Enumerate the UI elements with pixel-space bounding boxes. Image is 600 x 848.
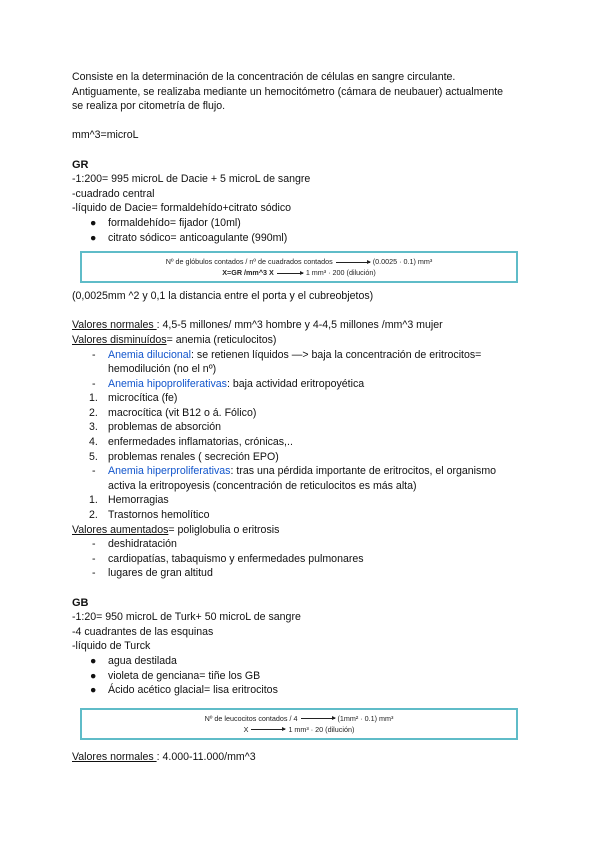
document-page	[72, 70, 532, 764]
arrow-right-icon	[301, 718, 335, 719]
gr-high-list	[72, 537, 532, 581]
gr-low-values	[72, 333, 532, 348]
list-item: - Anemia hiperproliferativas: tras una pérdida importante de eritrocitos, el organismo	[92, 465, 497, 478]
list-item: 5. problemas renales ( secreción EPO)	[89, 450, 279, 463]
gr-normal-value: : 4,5-5 millones/ mm^3 hombre y 4-4,5 millones /mm^3 mujer	[156, 319, 443, 332]
gr-formula-x: X=GR /mm^3 X	[222, 268, 274, 278]
gr-low-value: = anemia (reticulocitos)	[166, 333, 277, 346]
list-item: ● agua destilada	[90, 654, 177, 667]
intro-line-3: se realiza por citometría de flujo.	[72, 100, 226, 113]
intro-line-1: Consiste en la determinación de la concentración de células en sangre circulante.	[72, 71, 456, 83]
list-item: ● citrato sódico= anticoagulante (990ml)	[90, 231, 288, 244]
gr-distance-note: (0,0025mm ^2 y 0,1 la distancia entre el porta y el cubreobjetos)	[72, 290, 374, 303]
list-item: 2. Trastornos hemolítico	[89, 509, 210, 522]
arrow-right-icon	[277, 273, 303, 274]
gr-liquid-line: -líquido de Dacie= formaldehído+citrato sódico	[72, 202, 292, 215]
list-item: ● formaldehído= fijador (10ml)	[90, 216, 241, 229]
gr-normal-values	[72, 318, 532, 333]
arrow-right-icon	[336, 262, 370, 263]
bullet-icon: ●	[90, 684, 97, 697]
gr-formula-numerator: Nº de glóbulos contados / nº de cuadrados contados	[165, 257, 333, 267]
list-item: - cardiopatías, tabaquismo y enfermedades pulmonares	[92, 552, 364, 565]
gr-square-line: -cuadrado central	[72, 187, 155, 200]
bullet-icon: ●	[90, 669, 97, 682]
gb-formula-dilution: 1 mm³ · 20 (dilución)	[288, 724, 355, 734]
gr-low-label: Valores disminuídos	[72, 333, 167, 346]
bullet-icon: ●	[90, 231, 97, 244]
gr-formula-box	[80, 251, 518, 283]
list-item: hemodilución (no el nº)	[108, 363, 217, 376]
gb-formula-x: X	[243, 724, 249, 734]
list-item: - Anemia dilucional: se retienen líquidos —> baja la concentración de eritrocitos=	[92, 348, 482, 361]
gr-normal-label: Valores normales	[72, 319, 157, 332]
gb-formula-area: (1mm² · 0.1) mm³	[337, 713, 394, 723]
gb-liquid-line: -líquido de Turck	[72, 640, 151, 653]
gb-dilution-line: -1:20= 950 microL de Turk+ 50 microL de sangre	[72, 611, 301, 624]
gr-heading: GR	[72, 158, 89, 171]
list-item: 4. enfermedades inflamatorias, crónicas,..	[89, 436, 293, 449]
list-item: activa la eritropoyesis (concentración de reticulocitos es más alta)	[108, 479, 417, 492]
unit-note: mm^3=microL	[72, 129, 139, 142]
gr-bullet-list	[72, 216, 532, 245]
bullet-icon: ●	[90, 216, 97, 229]
list-item: 1. microcítica (fe)	[89, 392, 178, 405]
gr-formula-area: (0.0025 · 0.1) mm³	[372, 257, 433, 267]
arrow-right-icon	[251, 729, 285, 730]
gr-dilution-line: -1:200= 995 microL de Dacie + 5 microL de sangre	[72, 173, 311, 186]
list-item: 3. problemas de absorción	[89, 421, 222, 434]
bullet-icon: ●	[90, 654, 97, 667]
gr-low-list	[72, 348, 532, 523]
gr-high-value: = poliglobulia o eritrosis	[168, 523, 280, 536]
gb-formula-numerator: Nº de leucocitos contados / 4	[204, 713, 298, 723]
gr-formula-dilution: 1 mm³ · 200 (dilución)	[305, 268, 376, 278]
list-item: ● violeta de genciana= tiñe los GB	[90, 669, 261, 682]
gb-bullet-list	[72, 654, 532, 698]
gb-formula-box	[80, 708, 518, 740]
gr-high-values	[72, 523, 532, 538]
gr-high-label: Valores aumentados	[72, 523, 169, 536]
list-item: - Anemia hipoproliferativas: baja actividad eritropoyética	[92, 377, 365, 390]
gb-normal-value: : 4.000-11.000/mm^3	[156, 750, 256, 763]
gb-normal-values	[72, 750, 532, 765]
gb-heading: GB	[72, 596, 89, 609]
list-item: 2. macrocítica (vit B12 o á. Fólico)	[89, 406, 257, 419]
intro-line-2: Antiguamente, se realizaba mediante un hemocitómetro (cámara de neubauer) actualmente	[72, 85, 504, 98]
gb-normal-label: Valores normales	[72, 750, 157, 763]
list-item: 1. Hemorragias	[89, 494, 169, 507]
list-item: - deshidratación	[92, 538, 177, 551]
gb-quadrants-line: -4 cuadrantes de las esquinas	[72, 625, 214, 638]
list-item: - lugares de gran altitud	[92, 567, 213, 580]
list-item: ● Ácido acético glacial= lisa eritrocitos	[90, 684, 278, 697]
